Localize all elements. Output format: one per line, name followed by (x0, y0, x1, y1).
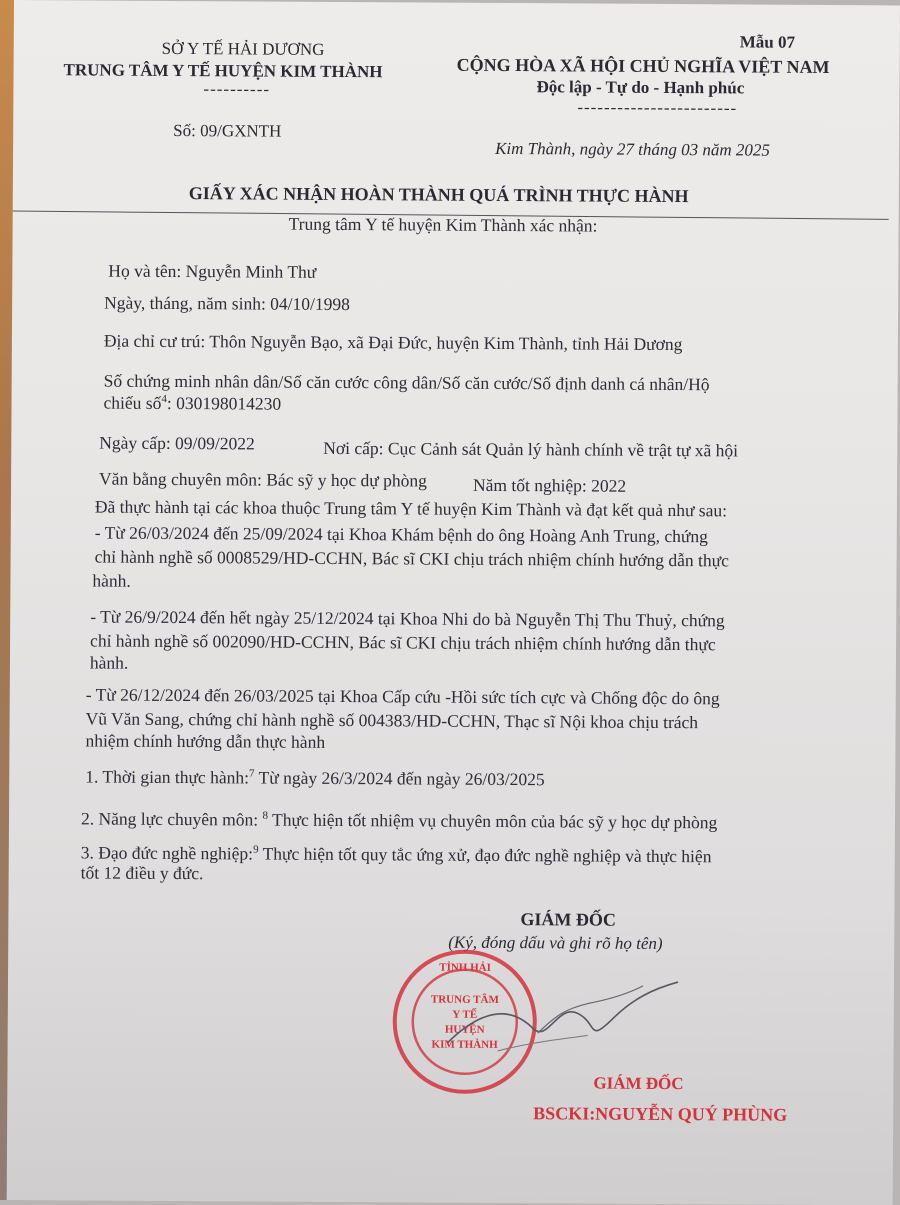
item-ethics-line2: tốt 12 điều y đức. (80, 862, 204, 884)
field-id-line2: chiếu số$^4$: 030198014230 (103, 392, 282, 414)
item-practice-time: 1. Thời gian thực hành:$^7$ Từ ngày 26/3/2024 đến ngày 26/03/2025 (85, 766, 545, 790)
practice-2-line3: hành. (89, 652, 129, 673)
field-issue-place: Nơi cấp: Cục Cảnh sát Quản lý hành chính về trật tự xã hội (323, 437, 739, 461)
practice-1-line1: - Từ 26/03/2024 đến 25/09/2024 tại Khoa Khám bệnh do ông Hoàng Anh Trung, chứng (94, 522, 708, 547)
republic-line: CỘNG HÒA XÃ HỘI CHỦ NGHĨA VIỆT NAM (456, 54, 830, 77)
document-page (7, 0, 900, 1205)
seal-line-4: KIM THÀNH (431, 1038, 498, 1051)
practice-1-line2: chỉ hành nghề số 0008529/HD-CCHN, Bác sĩ CKI chịu trách nhiệm chính hướng dẫn thực (94, 546, 729, 571)
left-divider: ---------- (203, 79, 271, 99)
field-name: Họ và tên: Nguyễn Minh Thư (108, 260, 317, 282)
practice-2-line2: chỉ hành nghề số 002090/HD-CCHN, Bác sĩ CKI chịu trách nhiệm chính hướng dẫn thực (90, 630, 716, 655)
seal-top-text: TỈNH HẢI (439, 961, 491, 974)
practice-lead: Đã thực hành tại các khoa thuộc Trung tâm Y tế huyện Kim Thành và đạt kết quả như sau: (94, 496, 728, 521)
right-divider: ------------------------ (577, 97, 738, 118)
field-grad-year: Năm tốt nghiệp: 2022 (472, 474, 627, 496)
item-ethics: 3. Đạo đức nghề nghiệp:$^9$ Thực hiện tốt quy tắc ứng xử, đạo đức nghề nghiệp và thực hiện (80, 842, 712, 867)
signer-name: BSCKI:NGUYỄN QUÝ PHÙNG (533, 1103, 788, 1125)
form-number: Mẫu 07 (739, 32, 796, 52)
place-date: Kim Thành, ngày 27 tháng 03 năm 2025 (495, 138, 770, 160)
document-number: Số: 09/GXNTH (173, 120, 282, 141)
agency-line: TRUNG TÂM Y TẾ HUYỆN KIM THÀNH (63, 60, 383, 82)
handwritten-signature-icon (438, 973, 689, 1065)
practice-2-line1: - Từ 26/9/2024 đến hết ngày 25/12/2024 tại Khoa Nhi do bà Nguyễn Thị Thu Thuỷ, chứng (90, 606, 725, 631)
item-competency: 2. Năng lực chuyên môn: $^8$ Thực hiện tốt nhiệm vụ chuyên môn của bác sỹ y học dự phòng (80, 808, 718, 833)
practice-3-line3: nhiệm chính hướng dẫn thực hành (85, 730, 326, 752)
practice-1-line3: hành. (92, 570, 131, 591)
field-id-line1: Số chứng minh nhân dân/Số căn cước công dân/Số căn cước/Số định danh cá nhân/Hộ (103, 370, 710, 395)
signature-role-red: GIÁM ĐỐC (593, 1073, 684, 1094)
signature-instruction: (Ký, đóng dấu và ghi rõ họ tên) (448, 932, 663, 953)
seal-line-2: Y TẾ (452, 1008, 478, 1021)
seal-line-1: TRUNG TÂM (430, 993, 499, 1006)
practice-3-line2: Vũ Văn Sang, chứng chỉ hành nghề số 004383/HD-CCHN, Thạc sĩ Nội khoa chịu trách (85, 708, 699, 733)
signature-role: GIÁM ĐỐC (520, 909, 616, 930)
intro-text: Trung tâm Y tế huyện Kim Thành xác nhận: (288, 213, 598, 236)
ministry-line: SỞ Y TẾ HẢI DƯƠNG (161, 38, 325, 59)
motto-line: Độc lập - Tự do - Hạnh phúc (536, 77, 745, 98)
seal-line-3: HUYỆN (444, 1023, 485, 1036)
field-dob: Ngày, tháng, năm sinh: 04/10/1998 (104, 292, 351, 315)
document-title: GIẤY XÁC NHẬN HOÀN THÀNH QUÁ TRÌNH THỰC HÀNH (188, 183, 689, 207)
field-issue-date: Ngày cấp: 09/09/2022 (99, 432, 255, 454)
practice-3-line1: - Từ 26/12/2024 đến 26/03/2025 tại Khoa Cấp cứu -Hồi sức tích cực và Chống độc do ông (85, 684, 720, 709)
field-degree: Văn bằng chuyên môn: Bác sỹ y học dự phòng (99, 468, 427, 491)
field-address: Địa chỉ cư trú: Thôn Nguyễn Bạo, xã Đại Đức, huyện Kim Thành, tỉnh Hải Dương (103, 330, 683, 355)
